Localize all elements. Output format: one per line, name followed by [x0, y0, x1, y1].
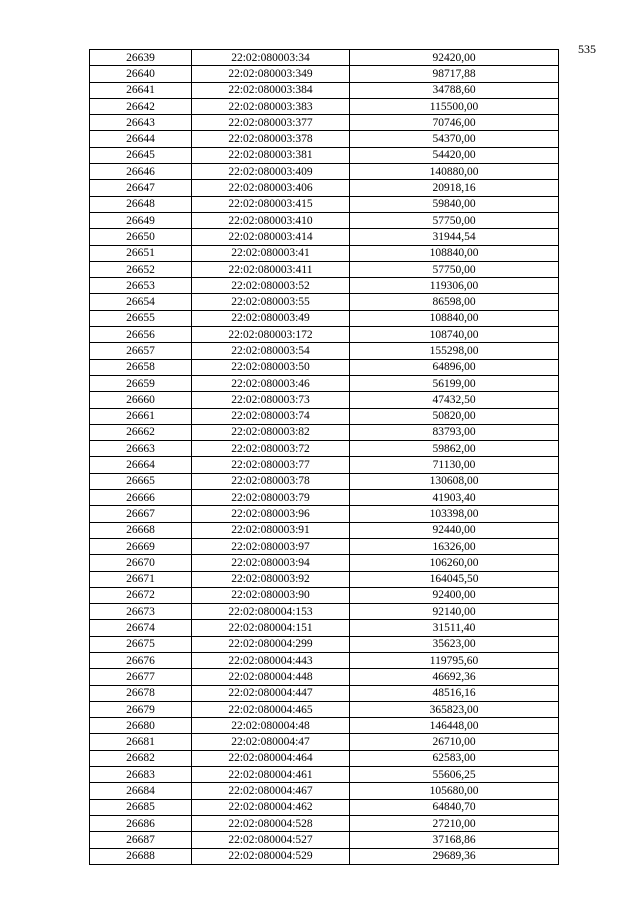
cadastral-number-cell: 22:02:080003:97 [192, 538, 350, 554]
row-number-cell: 26673 [90, 604, 192, 620]
value-cell: 16326,00 [350, 538, 559, 554]
cadastral-number-cell: 22:02:080003:82 [192, 424, 350, 440]
table-row [90, 375, 559, 391]
row-number-cell: 26653 [90, 278, 192, 294]
value-cell: 108840,00 [350, 310, 559, 326]
cadastral-number-cell: 22:02:080004:447 [192, 685, 350, 701]
row-number-cell: 26651 [90, 245, 192, 261]
row-number-cell: 26671 [90, 571, 192, 587]
row-number-cell: 26649 [90, 212, 192, 228]
value-cell: 35623,00 [350, 636, 559, 652]
table-row [90, 718, 559, 734]
table-row [90, 457, 559, 473]
cadastral-number-cell: 22:02:080003:55 [192, 294, 350, 310]
row-number-cell: 26662 [90, 424, 192, 440]
value-cell: 164045,50 [350, 571, 559, 587]
table-row [90, 571, 559, 587]
value-cell: 70746,00 [350, 115, 559, 131]
cadastral-number-cell: 22:02:080003:72 [192, 441, 350, 457]
table-row [90, 310, 559, 326]
value-cell: 59862,00 [350, 441, 559, 457]
table-row [90, 408, 559, 424]
row-number-cell: 26646 [90, 164, 192, 180]
row-number-cell: 26643 [90, 115, 192, 131]
row-number-cell: 26681 [90, 734, 192, 750]
cadastral-number-cell: 22:02:080003:41 [192, 245, 350, 261]
cadastral-number-cell: 22:02:080004:151 [192, 620, 350, 636]
value-cell: 37168,86 [350, 832, 559, 848]
cadastral-number-cell: 22:02:080003:349 [192, 66, 350, 82]
table-row [90, 848, 559, 864]
cadastral-number-cell: 22:02:080004:47 [192, 734, 350, 750]
value-cell: 64896,00 [350, 359, 559, 375]
value-cell: 146448,00 [350, 718, 559, 734]
cadastral-number-cell: 22:02:080004:299 [192, 636, 350, 652]
cadastral-number-cell: 22:02:080003:92 [192, 571, 350, 587]
value-cell: 155298,00 [350, 343, 559, 359]
value-cell: 119306,00 [350, 278, 559, 294]
value-cell: 34788,60 [350, 82, 559, 98]
table-row [90, 604, 559, 620]
value-cell: 57750,00 [350, 212, 559, 228]
row-number-cell: 26650 [90, 229, 192, 245]
table-row [90, 164, 559, 180]
cadastral-number-cell: 22:02:080003:383 [192, 98, 350, 114]
cadastral-number-cell: 22:02:080003:406 [192, 180, 350, 196]
cadastral-number-cell: 22:02:080003:74 [192, 408, 350, 424]
row-number-cell: 26663 [90, 441, 192, 457]
row-number-cell: 26645 [90, 147, 192, 163]
table-row [90, 115, 559, 131]
table-row [90, 685, 559, 701]
row-number-cell: 26647 [90, 180, 192, 196]
cadastral-number-cell: 22:02:080003:54 [192, 343, 350, 359]
value-cell: 54370,00 [350, 131, 559, 147]
table-row [90, 343, 559, 359]
value-cell: 29689,36 [350, 848, 559, 864]
value-cell: 103398,00 [350, 506, 559, 522]
value-cell: 59840,00 [350, 196, 559, 212]
row-number-cell: 26686 [90, 815, 192, 831]
table-row [90, 50, 559, 66]
table-row [90, 212, 559, 228]
table-row [90, 522, 559, 538]
cadastral-number-cell: 22:02:080003:73 [192, 392, 350, 408]
value-cell: 92400,00 [350, 587, 559, 603]
table-row [90, 767, 559, 783]
value-cell: 56199,00 [350, 375, 559, 391]
value-cell: 365823,00 [350, 701, 559, 717]
table-row [90, 196, 559, 212]
cadastral-number-cell: 22:02:080004:464 [192, 750, 350, 766]
table-row [90, 229, 559, 245]
table-row [90, 180, 559, 196]
value-cell: 92420,00 [350, 50, 559, 66]
row-number-cell: 26675 [90, 636, 192, 652]
cadastral-number-cell: 22:02:080003:378 [192, 131, 350, 147]
table-row [90, 750, 559, 766]
cadastral-number-cell: 22:02:080004:48 [192, 718, 350, 734]
row-number-cell: 26688 [90, 848, 192, 864]
row-number-cell: 26648 [90, 196, 192, 212]
row-number-cell: 26642 [90, 98, 192, 114]
table-row [90, 538, 559, 554]
row-number-cell: 26680 [90, 718, 192, 734]
cadastral-number-cell: 22:02:080003:91 [192, 522, 350, 538]
row-number-cell: 26679 [90, 701, 192, 717]
value-cell: 62583,00 [350, 750, 559, 766]
value-cell: 31511,40 [350, 620, 559, 636]
row-number-cell: 26665 [90, 473, 192, 489]
cadastral-number-cell: 22:02:080003:90 [192, 587, 350, 603]
cadastral-number-cell: 22:02:080003:377 [192, 115, 350, 131]
value-cell: 106260,00 [350, 555, 559, 571]
row-number-cell: 26666 [90, 490, 192, 506]
table-row [90, 799, 559, 815]
table-row [90, 783, 559, 799]
row-number-cell: 26659 [90, 375, 192, 391]
table-row [90, 587, 559, 603]
cadastral-number-cell: 22:02:080004:443 [192, 652, 350, 668]
table-row [90, 424, 559, 440]
value-cell: 108740,00 [350, 327, 559, 343]
row-number-cell: 26683 [90, 767, 192, 783]
value-cell: 98717,88 [350, 66, 559, 82]
cadastral-number-cell: 22:02:080003:381 [192, 147, 350, 163]
row-number-cell: 26656 [90, 327, 192, 343]
cadastral-number-cell: 22:02:080004:465 [192, 701, 350, 717]
cadastral-number-cell: 22:02:080004:467 [192, 783, 350, 799]
value-cell: 48516,16 [350, 685, 559, 701]
value-cell: 26710,00 [350, 734, 559, 750]
registry-table-body [90, 50, 559, 865]
row-number-cell: 26667 [90, 506, 192, 522]
value-cell: 41903,40 [350, 490, 559, 506]
cadastral-number-cell: 22:02:080003:94 [192, 555, 350, 571]
row-number-cell: 26655 [90, 310, 192, 326]
table-row [90, 473, 559, 489]
value-cell: 47432,50 [350, 392, 559, 408]
cadastral-number-cell: 22:02:080004:527 [192, 832, 350, 848]
row-number-cell: 26674 [90, 620, 192, 636]
value-cell: 119795,60 [350, 652, 559, 668]
cadastral-number-cell: 22:02:080003:414 [192, 229, 350, 245]
cadastral-number-cell: 22:02:080003:411 [192, 261, 350, 277]
cadastral-number-cell: 22:02:080004:462 [192, 799, 350, 815]
table-row [90, 555, 559, 571]
table-row [90, 636, 559, 652]
table-row [90, 82, 559, 98]
value-cell: 140880,00 [350, 164, 559, 180]
cadastral-number-cell: 22:02:080003:34 [192, 50, 350, 66]
table-row [90, 131, 559, 147]
row-number-cell: 26657 [90, 343, 192, 359]
cadastral-number-cell: 22:02:080003:172 [192, 327, 350, 343]
row-number-cell: 26682 [90, 750, 192, 766]
value-cell: 46692,36 [350, 669, 559, 685]
table-row [90, 652, 559, 668]
table-row [90, 147, 559, 163]
cadastral-number-cell: 22:02:080003:410 [192, 212, 350, 228]
cadastral-number-cell: 22:02:080003:50 [192, 359, 350, 375]
row-number-cell: 26687 [90, 832, 192, 848]
value-cell: 83793,00 [350, 424, 559, 440]
table-row [90, 359, 559, 375]
row-number-cell: 26661 [90, 408, 192, 424]
table-row [90, 66, 559, 82]
table-row [90, 701, 559, 717]
value-cell: 105680,00 [350, 783, 559, 799]
row-number-cell: 26669 [90, 538, 192, 554]
table-row [90, 815, 559, 831]
row-number-cell: 26641 [90, 82, 192, 98]
value-cell: 115500,00 [350, 98, 559, 114]
table-row [90, 294, 559, 310]
row-number-cell: 26664 [90, 457, 192, 473]
cadastral-number-cell: 22:02:080003:77 [192, 457, 350, 473]
table-row [90, 620, 559, 636]
table-row [90, 490, 559, 506]
table-row [90, 327, 559, 343]
value-cell: 54420,00 [350, 147, 559, 163]
value-cell: 92440,00 [350, 522, 559, 538]
cadastral-number-cell: 22:02:080004:461 [192, 767, 350, 783]
table-row [90, 441, 559, 457]
row-number-cell: 26676 [90, 652, 192, 668]
cadastral-number-cell: 22:02:080003:78 [192, 473, 350, 489]
value-cell: 27210,00 [350, 815, 559, 831]
cadastral-number-cell: 22:02:080003:49 [192, 310, 350, 326]
table-row [90, 245, 559, 261]
value-cell: 92140,00 [350, 604, 559, 620]
row-number-cell: 26658 [90, 359, 192, 375]
row-number-cell: 26685 [90, 799, 192, 815]
cadastral-number-cell: 22:02:080003:46 [192, 375, 350, 391]
value-cell: 50820,00 [350, 408, 559, 424]
cadastral-number-cell: 22:02:080003:415 [192, 196, 350, 212]
table-row [90, 278, 559, 294]
table-row [90, 734, 559, 750]
cadastral-number-cell: 22:02:080003:409 [192, 164, 350, 180]
row-number-cell: 26677 [90, 669, 192, 685]
table-row [90, 261, 559, 277]
cadastral-number-cell: 22:02:080003:384 [192, 82, 350, 98]
value-cell: 86598,00 [350, 294, 559, 310]
row-number-cell: 26644 [90, 131, 192, 147]
value-cell: 31944,54 [350, 229, 559, 245]
table-row [90, 669, 559, 685]
table-row [90, 506, 559, 522]
table-row [90, 98, 559, 114]
cadastral-number-cell: 22:02:080003:96 [192, 506, 350, 522]
row-number-cell: 26684 [90, 783, 192, 799]
value-cell: 20918,16 [350, 180, 559, 196]
row-number-cell: 26640 [90, 66, 192, 82]
registry-table [89, 49, 559, 865]
cadastral-number-cell: 22:02:080004:153 [192, 604, 350, 620]
row-number-cell: 26678 [90, 685, 192, 701]
cadastral-number-cell: 22:02:080003:79 [192, 490, 350, 506]
cadastral-number-cell: 22:02:080004:528 [192, 815, 350, 831]
value-cell: 130608,00 [350, 473, 559, 489]
cadastral-number-cell: 22:02:080004:448 [192, 669, 350, 685]
table-row [90, 832, 559, 848]
table-row [90, 392, 559, 408]
value-cell: 57750,00 [350, 261, 559, 277]
row-number-cell: 26660 [90, 392, 192, 408]
value-cell: 71130,00 [350, 457, 559, 473]
row-number-cell: 26670 [90, 555, 192, 571]
row-number-cell: 26672 [90, 587, 192, 603]
row-number-cell: 26652 [90, 261, 192, 277]
cadastral-number-cell: 22:02:080004:529 [192, 848, 350, 864]
value-cell: 108840,00 [350, 245, 559, 261]
page-number: 535 [578, 42, 596, 56]
cadastral-number-cell: 22:02:080003:52 [192, 278, 350, 294]
value-cell: 55606,25 [350, 767, 559, 783]
row-number-cell: 26639 [90, 50, 192, 66]
value-cell: 64840,70 [350, 799, 559, 815]
row-number-cell: 26654 [90, 294, 192, 310]
row-number-cell: 26668 [90, 522, 192, 538]
